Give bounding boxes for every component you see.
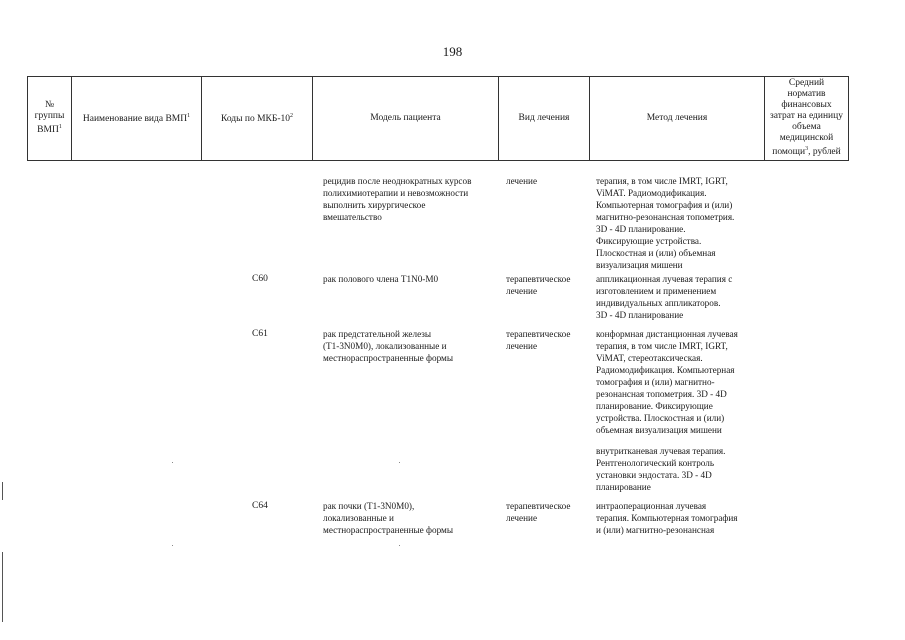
row-1-treatment-type: лечение bbox=[506, 176, 538, 186]
row-3-treatment-method: конформная дистанционная лучевая терапия, в том числе IMRT, IGRT, ViMAT, стереотаксическая. Радиомодификация. Компьютерная томография и (или) магнитно- резонансная топометрия. 3D - 4D планирование. Фиксирующие устройства. Плоскостная и (или) объемная визуализация мишени bbox=[596, 329, 738, 435]
scan-speck bbox=[172, 545, 173, 546]
scan-margin-mark bbox=[2, 482, 3, 500]
row-2-treatment-method: аппликационная лучевая терапия с изготовлением и применением индивидуальных аппликаторов. 3D - 4D планирование bbox=[596, 274, 733, 320]
table-header-bottom-rule bbox=[27, 160, 849, 161]
row-2-patient-model: рак полового члена T1N0-M0 bbox=[323, 274, 439, 284]
page-number: 198 bbox=[442, 44, 463, 59]
header-icd-codes: Коды по МКБ-$10^2$ bbox=[220, 112, 294, 125]
row-2-icd-code: C60 bbox=[252, 274, 268, 284]
scan-speck bbox=[399, 545, 400, 546]
row-5-icd-code: C64 bbox=[252, 501, 268, 511]
column-divider bbox=[848, 76, 849, 160]
row-2-treatment-type: терапевтическое лечение bbox=[506, 274, 571, 296]
header-group-number: № группы ВМП$^1$ bbox=[34, 99, 65, 136]
header-cost-norm: Средний норматив финансовых затрат на единицу объема медицинской помощи$^3$, рублей bbox=[770, 77, 843, 158]
row-1-patient-model: рецидив после неоднократных курсов полихимиотерапии и невозможности выполнить хирургическое вмешательство bbox=[323, 176, 472, 222]
header-treatment-type: Вид лечения bbox=[518, 112, 570, 123]
row-5-patient-model: рак почки (T1-3N0M0), локализованные и местнораспространенные формы bbox=[323, 501, 454, 535]
row-4-treatment-method: внутритканевая лучевая терапия. Рентгенологический контроль установки эндостата. 3D - 4D планирование bbox=[596, 446, 726, 492]
scan-speck bbox=[399, 462, 400, 463]
header-patient-model: Модель пациента bbox=[370, 112, 441, 123]
row-3-patient-model: рак предстательной железы (T1-3N0M0), локализованные и местнораспространенные формы bbox=[323, 329, 454, 363]
scan-margin-mark bbox=[2, 552, 3, 622]
scan-speck bbox=[172, 462, 173, 463]
header-treatment-method: Метод лечения bbox=[646, 112, 708, 123]
row-5-treatment-type: терапевтическое лечение bbox=[506, 501, 571, 523]
header-vmp-name: Наименование вида ВМП$^1$ bbox=[82, 112, 191, 125]
row-1-treatment-method: терапия, в том числе IMRT, IGRT, ViMAT. Радиомодификация. Компьютерная томография и (или) магнитно-резонансная топометрия. 3D - 4D планирование. Фиксирующие устройства. Плоскостная и (или) объемная визуализация мишени bbox=[596, 176, 735, 270]
row-3-treatment-type: терапевтическое лечение bbox=[506, 329, 571, 351]
row-3-icd-code: C61 bbox=[252, 329, 268, 339]
row-5-treatment-method: интраоперационная лучевая терапия. Компьютерная томография и (или) магнитно-резонансная bbox=[596, 501, 738, 535]
